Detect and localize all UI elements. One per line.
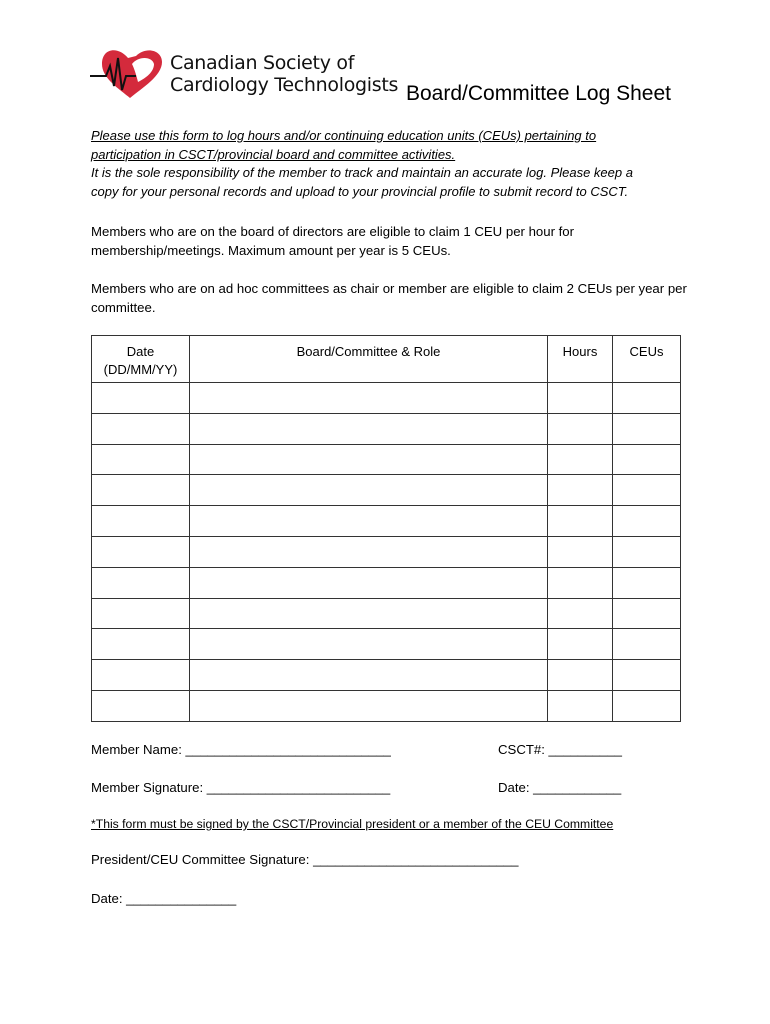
cell-role[interactable] xyxy=(190,598,548,629)
cell-date[interactable] xyxy=(92,383,190,414)
csct-logo xyxy=(88,44,398,104)
adhoc-eligibility-paragraph: Members who are on ad hoc committees as chair or member are eligible to claim 2 CEUs per year per committee. xyxy=(91,281,687,315)
cell-date[interactable] xyxy=(92,567,190,598)
table-header-row xyxy=(92,336,681,383)
header-ceus: CEUs xyxy=(613,336,681,383)
header-role: Board/Committee & Role xyxy=(190,336,548,383)
table-row xyxy=(92,598,681,629)
cell-hours[interactable] xyxy=(548,567,613,598)
cell-role[interactable] xyxy=(190,383,548,414)
cell-role[interactable] xyxy=(190,536,548,567)
cell-hours[interactable] xyxy=(548,383,613,414)
csct-number-field[interactable]: CSCT#: __________ xyxy=(498,742,622,757)
cell-ceus[interactable] xyxy=(613,567,681,598)
cell-hours[interactable] xyxy=(548,690,613,721)
intro-line-4: copy for your personal records and upload to your provincial profile to submit record to CSCT. xyxy=(91,183,629,199)
logo-text xyxy=(170,52,398,96)
header-date xyxy=(92,336,190,383)
cell-ceus[interactable] xyxy=(613,660,681,691)
cell-ceus[interactable] xyxy=(613,598,681,629)
log-table xyxy=(91,335,681,722)
cell-ceus[interactable] xyxy=(613,506,681,537)
cell-hours[interactable] xyxy=(548,629,613,660)
cell-role[interactable] xyxy=(190,444,548,475)
cell-date[interactable] xyxy=(92,444,190,475)
cell-hours[interactable] xyxy=(548,536,613,567)
president-signature-field[interactable]: President/CEU Committee Signature: ____________________________ xyxy=(91,852,519,867)
cell-hours[interactable] xyxy=(548,413,613,444)
header-date-label: Date xyxy=(126,344,155,359)
table-row xyxy=(92,690,681,721)
intro-underlined-line-1: Please use this form to log hours and/or continuing education units (CEUs) pertaining to xyxy=(91,128,597,143)
cell-date[interactable] xyxy=(92,629,190,660)
cell-ceus[interactable] xyxy=(613,383,681,414)
table-row xyxy=(92,536,681,567)
cell-hours[interactable] xyxy=(548,660,613,691)
cell-date[interactable] xyxy=(92,536,190,567)
table-row xyxy=(92,413,681,444)
cell-ceus[interactable] xyxy=(613,629,681,660)
cell-date[interactable] xyxy=(92,690,190,721)
table-row xyxy=(92,444,681,475)
cell-date[interactable] xyxy=(92,475,190,506)
logo-line-1: Canadian Society of xyxy=(170,52,355,74)
cell-role[interactable] xyxy=(190,413,548,444)
table-row xyxy=(92,567,681,598)
header-hours: Hours xyxy=(548,336,613,383)
cell-date[interactable] xyxy=(92,413,190,444)
cell-hours[interactable] xyxy=(548,598,613,629)
cell-date[interactable] xyxy=(92,506,190,537)
cell-role[interactable] xyxy=(190,629,548,660)
intro-instructions xyxy=(91,127,691,201)
table-row xyxy=(92,475,681,506)
intro-line-3: It is the sole responsibility of the member to track and maintain an accurate log. Please keep a xyxy=(91,165,633,180)
log-table-body xyxy=(92,383,681,722)
cell-hours[interactable] xyxy=(548,506,613,537)
cell-ceus[interactable] xyxy=(613,690,681,721)
member-name-field[interactable]: Member Name: ____________________________ xyxy=(91,742,391,757)
table-row xyxy=(92,506,681,537)
cell-hours[interactable] xyxy=(548,475,613,506)
signature-requirement-note: *This form must be signed by the CSCT/Provincial president or a member of the CEU Committee xyxy=(91,817,614,831)
cell-role[interactable] xyxy=(190,506,548,537)
board-eligibility-paragraph: Members who are on the board of directors are eligible to claim 1 CEU per hour for membership/meetings. Maximum amount per year is 5 CEUs. xyxy=(91,224,575,258)
document-title: Board/Committee Log Sheet xyxy=(406,82,671,105)
member-signature-field[interactable]: Member Signature: _________________________ xyxy=(91,780,391,795)
cell-role[interactable] xyxy=(190,567,548,598)
cell-role[interactable] xyxy=(190,690,548,721)
cell-ceus[interactable] xyxy=(613,536,681,567)
cell-ceus[interactable] xyxy=(613,475,681,506)
table-row xyxy=(92,383,681,414)
heart-ecg-logo-icon xyxy=(88,44,168,104)
cell-date[interactable] xyxy=(92,660,190,691)
intro-underlined-line-2: participation in CSCT/provincial board and committee activities. xyxy=(91,146,456,162)
cell-ceus[interactable] xyxy=(613,444,681,475)
table-row xyxy=(92,660,681,691)
cell-ceus[interactable] xyxy=(613,413,681,444)
cell-role[interactable] xyxy=(190,475,548,506)
logo-line-2: Cardiology Technologists xyxy=(170,74,399,96)
member-date-field[interactable]: Date: ____________ xyxy=(498,780,622,795)
cell-date[interactable] xyxy=(92,598,190,629)
cell-hours[interactable] xyxy=(548,444,613,475)
cell-role[interactable] xyxy=(190,660,548,691)
table-row xyxy=(92,629,681,660)
header-date-format: (DD/MM/YY) xyxy=(103,362,178,377)
president-date-field[interactable]: Date: _______________ xyxy=(91,891,237,906)
